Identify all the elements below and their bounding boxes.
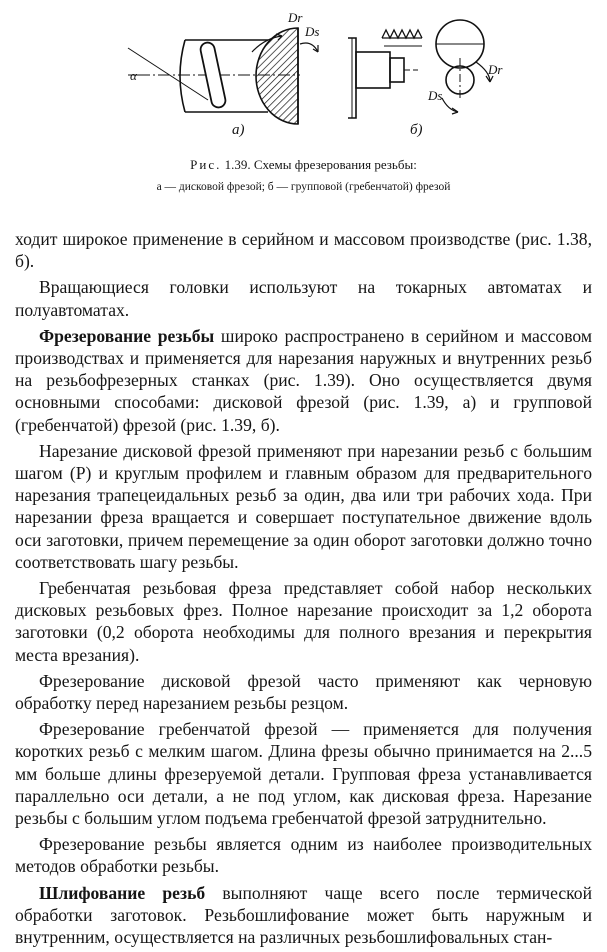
paragraph-text: ходит широкое применение в серийном и массовом производстве (рис. 1.38, б). — [15, 229, 592, 272]
figure-drawing — [0, 0, 607, 150]
scheme-a-disc-milling — [128, 28, 318, 124]
paragraph-text: Гребенчатая резьбовая фреза представляет собой набор нескольких дисковых резьбовых фрез. Полное нарезание происходит за 1,2 оборота заготовки (0,2 оборота необходимы для полного врезания и перекрытия места врезания). — [15, 578, 592, 665]
paragraph-text: выполняют чаще всего после термической обработки заготовок. Резьбошлифование может быть наружным и внутренним, осуществляется на различных резьбошлифовальных стан- — [15, 882, 592, 948]
paragraph-text: Фрезерование гребенчатой фрезой — применяется для получения коротких резьб с мелким шагом. Длина фрезы обычно принимается на 2...5 мм больше длины фрезеруемой детали. Групповая фреза устанавливается параллельно оси детали, а не под углом, как дисковая фреза. Нарезание резьбы с большим углом подъема гребенчатой фрезой затруднительно. — [15, 719, 592, 829]
dr-label-a: Dr — [288, 10, 303, 25]
caption-prefix: Рис. — [190, 157, 222, 172]
paragraph-bold-term: Шлифование резьб — [39, 882, 206, 903]
paragraph — [15, 882, 592, 949]
figure-1-39 — [0, 0, 607, 150]
paragraph — [15, 440, 592, 573]
paragraph — [15, 228, 592, 272]
paragraph-text: Вращающиеся головки используют на токарных автоматах и полуавтоматах. — [15, 277, 592, 320]
paragraph-text: Фрезерование резьбы является одним из наиболее производительных методов обработки резьбы. — [15, 834, 592, 877]
paragraph-bold-term: Фрезерование резьбы — [39, 325, 215, 346]
paragraph — [15, 325, 592, 436]
sublabel-a: а) — [232, 122, 245, 138]
paragraph — [15, 718, 592, 829]
caption-number: 1.39. — [224, 157, 251, 172]
body-text — [15, 228, 592, 952]
figure-caption — [0, 157, 607, 173]
ds-label-a: Ds — [305, 24, 320, 39]
paragraph — [15, 833, 592, 877]
paragraph — [15, 670, 592, 714]
paragraph-text: широко распространено в серийном и массовом производствах и применяется для нарезания наружных и внутренних резьб на резьбофрезерных станках (рис. 1.39). Оно осуществляется двумя основными способами: дисковой фрезой (рис. 1.39, а) и групповой (гребенчатой) фрезой (рис. 1.39, б). — [15, 325, 592, 435]
caption-note: а — дисковой фрезой; б — групповой (гребенчатой) фрезой — [156, 181, 451, 193]
caption-title: Схемы фрезерования резьбы: — [253, 157, 417, 172]
paragraph-text: Фрезерование дисковой фрезой часто применяют как черновую обработку перед нарезанием резьбы резцом. — [15, 670, 592, 714]
dr-label-b: Dr — [488, 62, 503, 77]
scheme-b-comb-milling — [348, 20, 493, 118]
alpha-label: α — [130, 68, 137, 83]
paragraph — [15, 577, 592, 666]
ds-label-b: Ds — [428, 88, 443, 103]
paragraph — [15, 276, 592, 320]
sublabel-b: б) — [410, 122, 423, 138]
paragraph-text: Нарезание дисковой фрезой применяют при нарезании резьб с большим шагом (Р) и круглым профилем и главным образом для предварительного нарезания трапецеидальных резьб за один, два или три рабочих хода. При нарезании фреза вращается и совершает поступательное движение вдоль оси заготовки, причем перемещение за один оборот заготовки должно точно соответствовать шагу резьбы. — [15, 440, 592, 572]
